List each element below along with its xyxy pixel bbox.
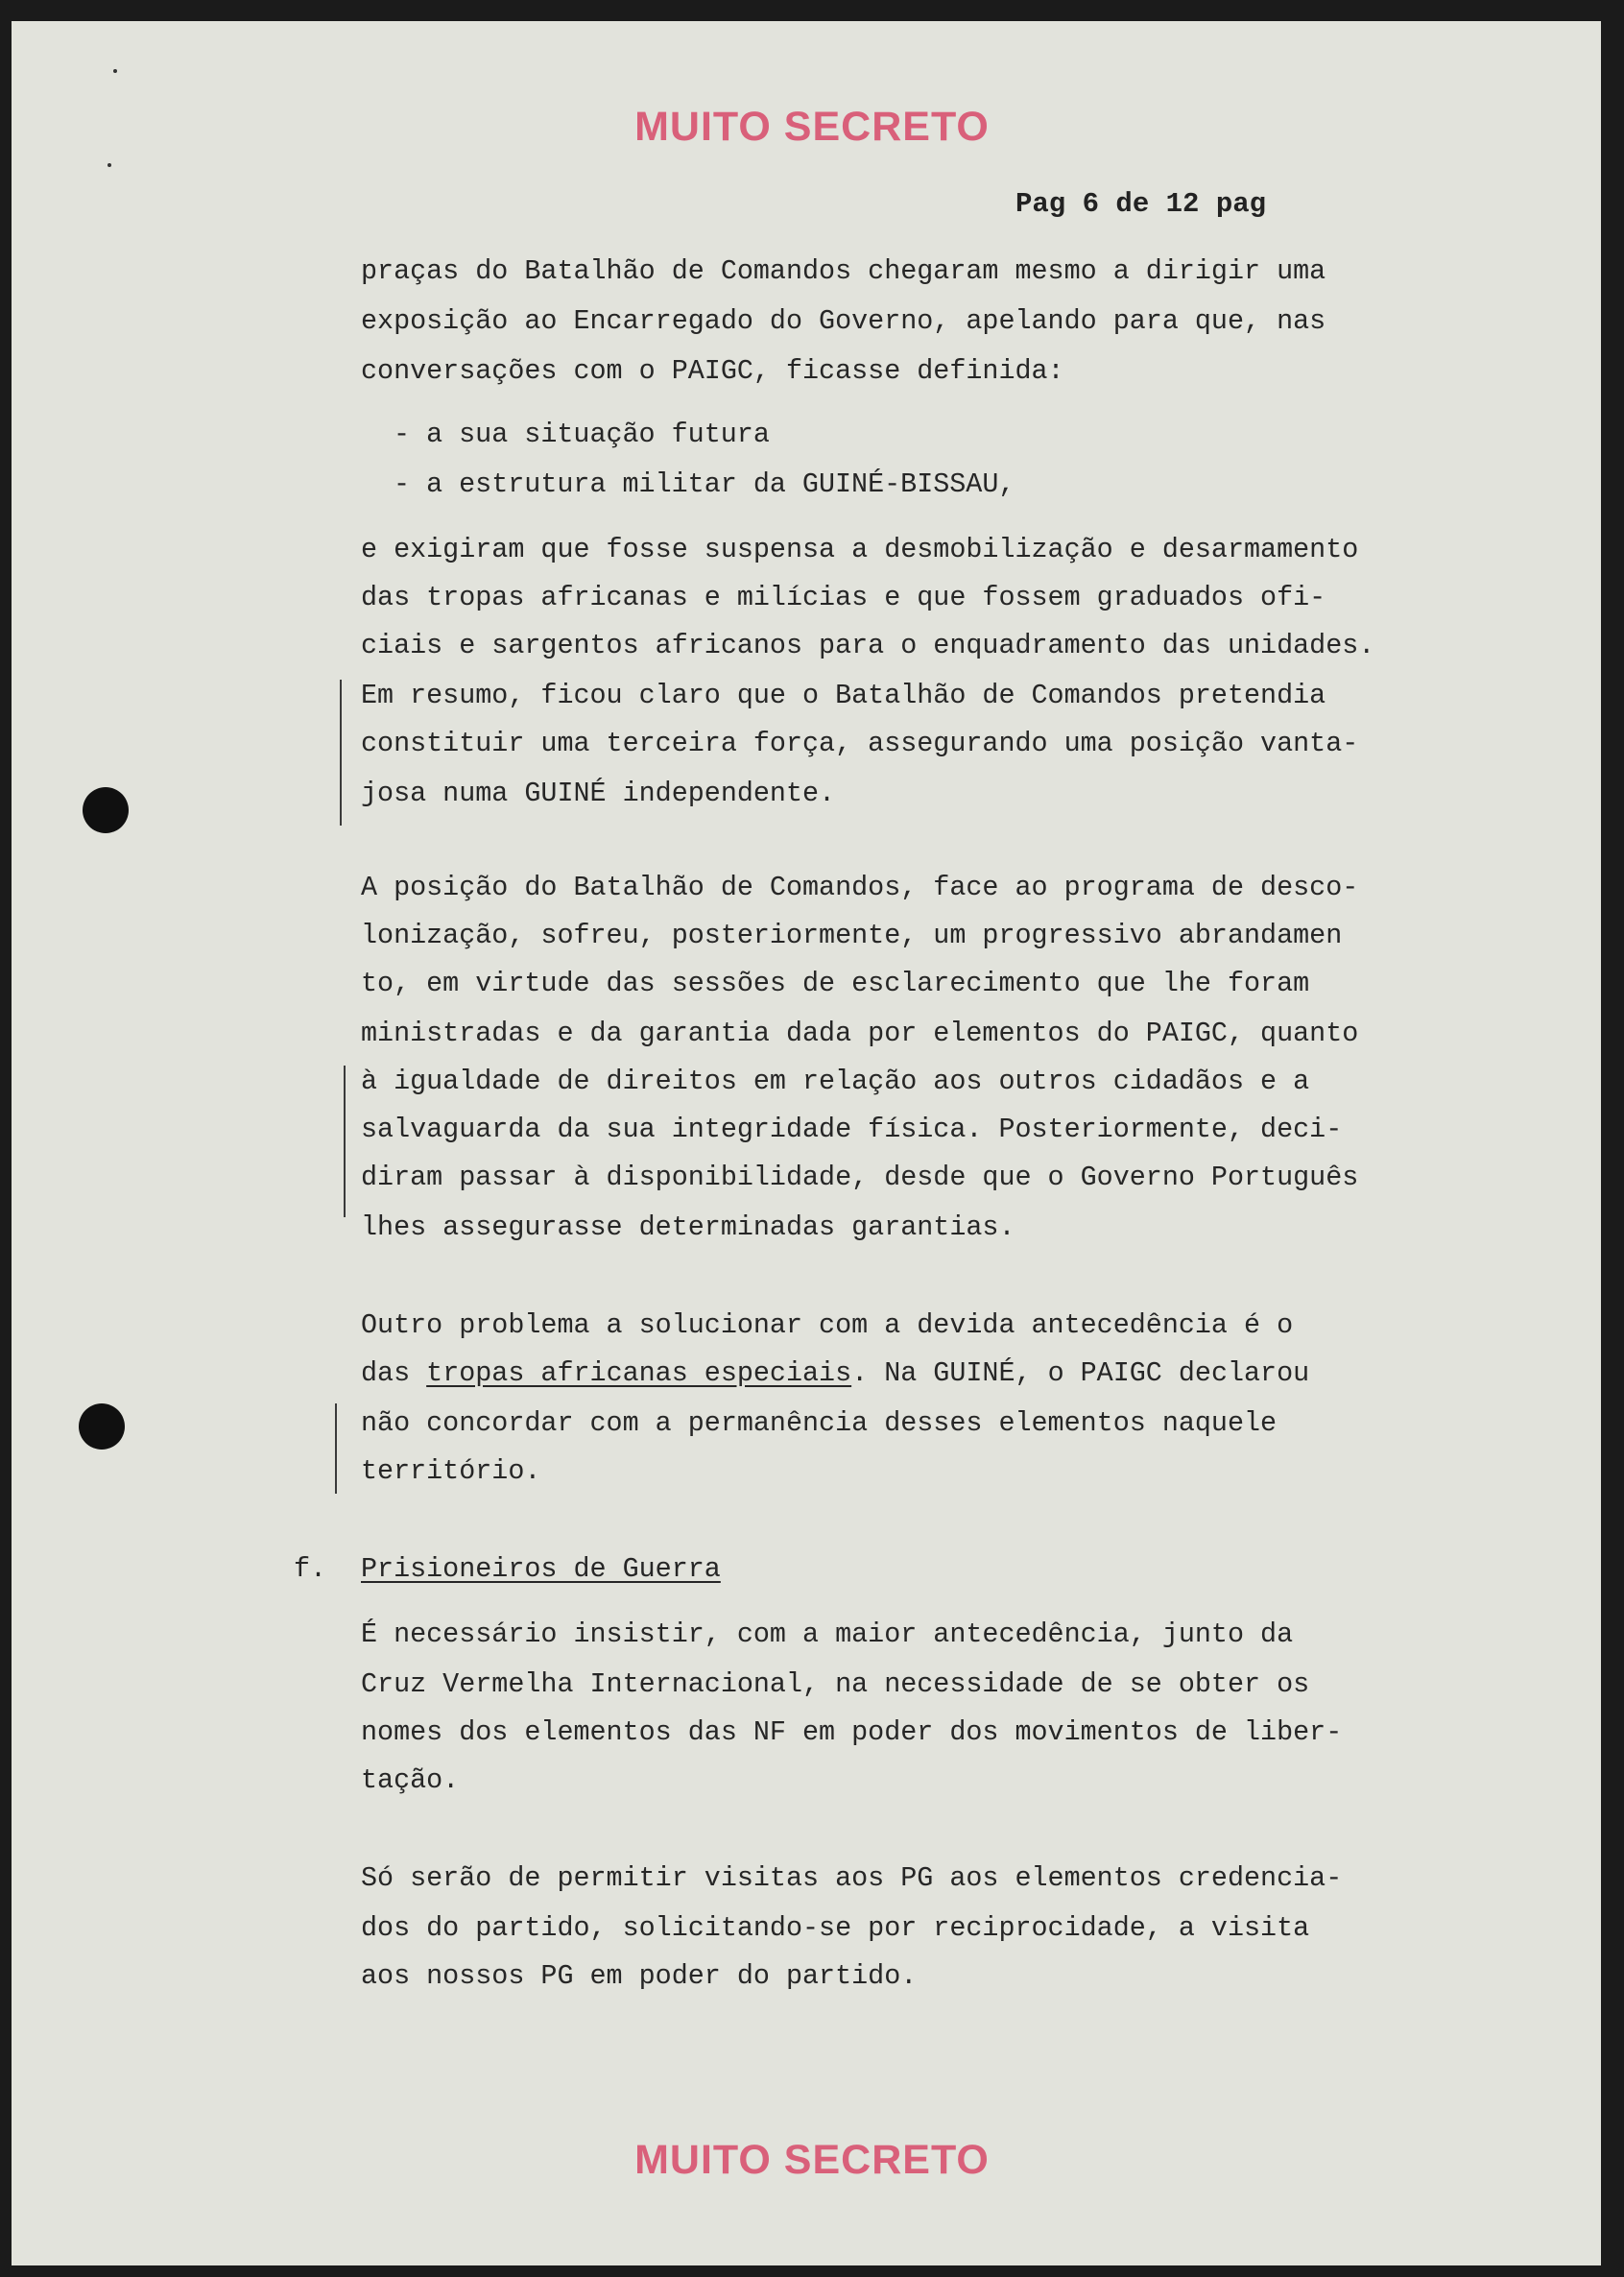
underlined-term: tropas africanas especiais: [426, 1357, 852, 1389]
text-line: lhes assegurasse determinadas garantias.: [361, 1211, 1015, 1243]
classification-stamp-bottom: MUITO SECRETO: [634, 2137, 990, 2183]
text-line: josa numa GUINÉ independente.: [361, 778, 836, 809]
text-line: É necessário insistir, com a maior antecedência, junto da: [361, 1618, 1294, 1650]
margin-mark: [340, 680, 342, 826]
margin-mark: [335, 1403, 337, 1494]
text-line: ciais e sargentos africanos para o enquadramento das unidades.: [361, 630, 1375, 661]
page-number: Pag 6 de 12 pag: [1015, 188, 1267, 220]
section-letter: f.: [294, 1553, 327, 1585]
punch-hole: [79, 1403, 125, 1450]
text-line: salvaguarda da sua integridade física. Posteriormente, deci-: [361, 1114, 1343, 1145]
text-span: das: [361, 1357, 427, 1389]
text-line: Outro problema a solucionar com a devida antecedência é o: [361, 1309, 1294, 1341]
text-line: exposição ao Encarregado do Governo, apelando para que, nas: [361, 305, 1326, 337]
text-line: território.: [361, 1455, 541, 1487]
text-line: à igualdade de direitos em relação aos outros cidadãos e a: [361, 1066, 1310, 1097]
text-line: ministradas e da garantia dada por elementos do PAIGC, quanto: [361, 1018, 1359, 1049]
punch-hole: [83, 787, 129, 833]
text-line: Cruz Vermelha Internacional, na necessidade de se obter os: [361, 1668, 1310, 1700]
text-line: A posição do Batalhão de Comandos, face ao programa de desco-: [361, 872, 1359, 903]
paper-speck: [107, 163, 111, 167]
text-line: não concordar com a permanência desses elementos naquele: [361, 1407, 1278, 1439]
text-line: lonização, sofreu, posteriormente, um progressivo abrandamen: [361, 920, 1343, 951]
text-line: to, em virtude das sessões de esclarecimento que lhe foram: [361, 968, 1310, 999]
section-title: Prisioneiros de Guerra: [361, 1553, 721, 1585]
classification-stamp-top: MUITO SECRETO: [634, 104, 990, 150]
paper-speck: [113, 69, 117, 73]
text-line: dos do partido, solicitando-se por reciprocidade, a visita: [361, 1912, 1310, 1944]
text-line: diram passar à disponibilidade, desde que o Governo Português: [361, 1162, 1359, 1193]
text-span: . Na GUINÉ, o PAIGC declarou: [851, 1357, 1310, 1389]
text-line: Só serão de permitir visitas aos PG aos elementos credencia-: [361, 1862, 1343, 1894]
text-line: tação.: [361, 1764, 460, 1796]
text-line: e exigiram que fosse suspensa a desmobilização e desarmamento: [361, 534, 1359, 565]
text-line: nomes dos elementos das NF em poder dos movimentos de liber-: [361, 1716, 1343, 1748]
text-line: [361, 1357, 1309, 1389]
text-line: conversações com o PAIGC, ficasse definida:: [361, 355, 1064, 387]
text-line: constituir uma terceira força, assegurando uma posição vanta-: [361, 728, 1359, 759]
margin-mark: [344, 1066, 346, 1217]
text-line: aos nossos PG em poder do partido.: [361, 1960, 918, 1992]
text-line: praças do Batalhão de Comandos chegaram mesmo a dirigir uma: [361, 255, 1326, 287]
text-line: das tropas africanas e milícias e que fossem graduados ofi-: [361, 582, 1326, 613]
list-item: - a estrutura militar da GUINÉ-BISSAU,: [394, 468, 1015, 500]
text-line: Em resumo, ficou claro que o Batalhão de Comandos pretendia: [361, 680, 1326, 711]
list-item: - a sua situação futura: [394, 419, 770, 450]
